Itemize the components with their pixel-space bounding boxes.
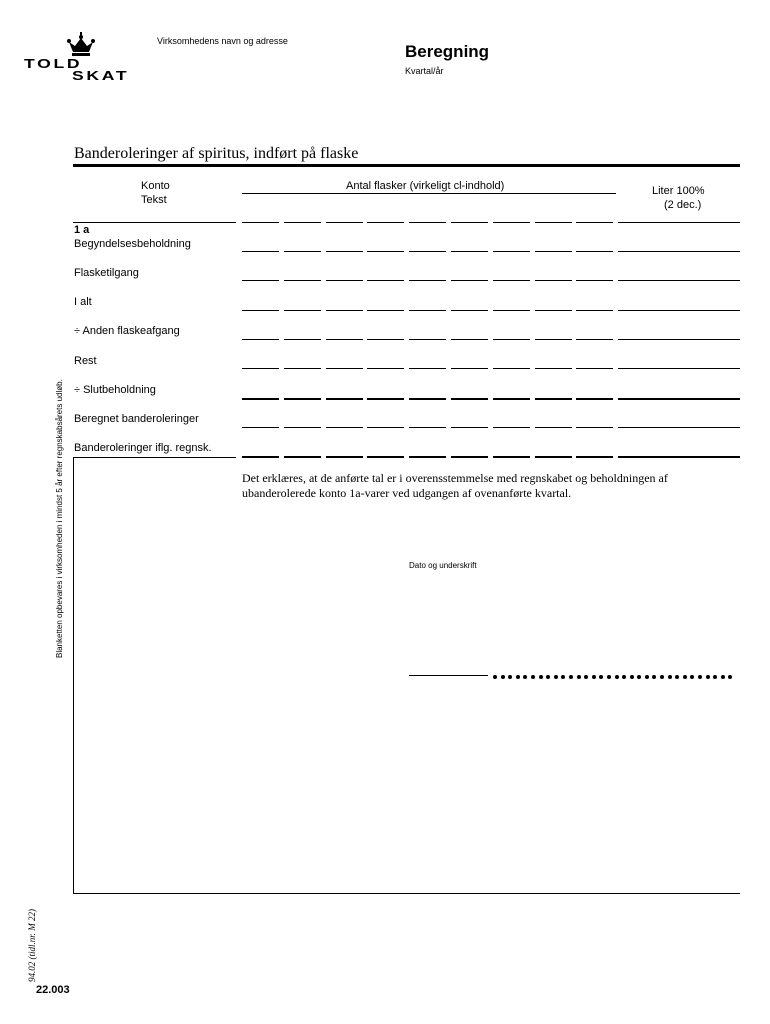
crown-icon xyxy=(66,32,96,56)
bottles-entry-line[interactable] xyxy=(326,280,363,281)
bottles-entry-line[interactable] xyxy=(451,222,488,223)
logo-word-told: TOLD xyxy=(24,56,83,71)
dot xyxy=(501,675,505,679)
bottles-entry-line[interactable] xyxy=(493,368,530,369)
dot xyxy=(539,675,543,679)
bottles-entry-line[interactable] xyxy=(242,251,279,252)
bottles-entry-line[interactable] xyxy=(535,251,572,252)
dot xyxy=(569,675,573,679)
bottles-entry-line[interactable] xyxy=(326,339,363,340)
dot xyxy=(546,675,550,679)
bottles-entry-line[interactable] xyxy=(576,251,613,252)
dot xyxy=(584,675,588,679)
toldskat-logo xyxy=(22,32,138,82)
bottles-entry-line[interactable] xyxy=(576,222,613,223)
liters-entry-line[interactable] xyxy=(618,222,740,223)
dot xyxy=(683,675,687,679)
dot xyxy=(660,675,664,679)
bottles-entry-line[interactable] xyxy=(535,368,572,369)
bottles-entry-line[interactable] xyxy=(367,456,404,458)
dot xyxy=(523,675,527,679)
bottles-entry-line[interactable] xyxy=(535,222,572,223)
dot xyxy=(516,675,520,679)
bottles-entry-line[interactable] xyxy=(326,456,363,458)
bottles-entry-line[interactable] xyxy=(409,339,446,340)
bottles-entry-line[interactable] xyxy=(535,310,572,311)
bottles-entry-line[interactable] xyxy=(451,339,488,340)
bottles-entry-line[interactable] xyxy=(367,339,404,340)
dot xyxy=(721,675,725,679)
bottles-entry-line[interactable] xyxy=(242,427,279,428)
bottles-entry-line[interactable] xyxy=(242,310,279,311)
dot xyxy=(607,675,611,679)
bottles-entry-line[interactable] xyxy=(367,310,404,311)
section-divider xyxy=(73,164,740,167)
bottles-entry-line[interactable] xyxy=(451,427,488,428)
bottles-entry-line[interactable] xyxy=(493,339,530,340)
bottles-entry-line[interactable] xyxy=(284,222,321,223)
dot xyxy=(675,675,679,679)
row-label-remainder: Rest xyxy=(74,355,97,367)
bottles-entry-line[interactable] xyxy=(409,456,446,458)
section-title: Banderoleringer af spiritus, indført på flaske xyxy=(74,145,359,162)
bottles-entry-line[interactable] xyxy=(451,368,488,369)
retention-note: Blanketten opbevares i virksomheden i mindst 5 år efter regnskabsårets udløb. xyxy=(55,379,64,658)
liters-entry-line[interactable] xyxy=(618,251,740,252)
column-header-decimals: (2 dec.) xyxy=(664,199,702,211)
bottles-entry-line[interactable] xyxy=(367,251,404,252)
bottles-entry-line[interactable] xyxy=(535,280,572,281)
dot xyxy=(592,675,596,679)
row-label-accounted-banderoles: Banderoleringer iflg. regnsk. xyxy=(74,442,212,454)
bottles-entry-line[interactable] xyxy=(576,339,613,340)
liters-entry-line[interactable] xyxy=(618,427,740,428)
bottles-entry-line[interactable] xyxy=(367,398,404,400)
bottles-entry-line[interactable] xyxy=(284,251,321,252)
bottles-entry-line[interactable] xyxy=(451,310,488,311)
form-version: 94.02 (tidl.nr. M 22) xyxy=(27,909,37,982)
bottles-entry-line[interactable] xyxy=(493,251,530,252)
column-header-account: Konto xyxy=(141,180,170,192)
account-column-bottom-rule xyxy=(73,457,236,458)
bottles-entry-line[interactable] xyxy=(367,427,404,428)
bottles-entry-line[interactable] xyxy=(409,251,446,252)
bottles-entry-line[interactable] xyxy=(326,368,363,369)
dot xyxy=(493,675,497,679)
bottles-entry-line[interactable] xyxy=(493,398,530,400)
dot xyxy=(577,675,581,679)
liters-entry-line[interactable] xyxy=(618,368,740,369)
row-label-other-outflow: ÷ Anden flaskeafgang xyxy=(74,325,180,337)
account-column-rule xyxy=(73,222,236,223)
signature-dotted-line[interactable] xyxy=(493,675,741,681)
dot xyxy=(554,675,558,679)
bottles-entry-line[interactable] xyxy=(535,398,572,400)
bottles-entry-line[interactable] xyxy=(451,456,488,458)
bottles-entry-line[interactable] xyxy=(284,339,321,340)
bottles-entry-line[interactable] xyxy=(576,310,613,311)
liters-entry-line[interactable] xyxy=(618,280,740,281)
column-header-text: Tekst xyxy=(141,194,167,206)
bottles-entry-line[interactable] xyxy=(284,398,321,400)
dot xyxy=(645,675,649,679)
bottles-entry-line[interactable] xyxy=(493,456,530,458)
dot xyxy=(652,675,656,679)
bottles-entry-line[interactable] xyxy=(576,280,613,281)
bottles-entry-line[interactable] xyxy=(367,280,404,281)
dot xyxy=(622,675,626,679)
dot xyxy=(508,675,512,679)
bottles-entry-line[interactable] xyxy=(367,368,404,369)
form-number: 22.003 xyxy=(36,984,70,996)
bottles-entry-line[interactable] xyxy=(367,222,404,223)
account-column-left-border xyxy=(73,458,74,894)
row-label-opening-balance: Begyndelsesbeholdning xyxy=(74,238,191,250)
bottles-entry-line[interactable] xyxy=(535,456,572,458)
bottles-entry-line[interactable] xyxy=(409,222,446,223)
row-label-closing-balance: ÷ Slutbeholdning xyxy=(74,384,156,396)
liters-entry-line[interactable] xyxy=(618,310,740,311)
bottles-entry-line[interactable] xyxy=(326,222,363,223)
bottles-entry-line[interactable] xyxy=(493,222,530,223)
dot xyxy=(561,675,565,679)
declaration-text: Det erklæres, at de anførte tal er i overensstemmelse med regnskabet og beholdningen af ubanderolerede konto 1a-varer ved udgangen af ovenanførte kvartal. xyxy=(242,471,668,500)
dot xyxy=(637,675,641,679)
bottles-entry-line[interactable] xyxy=(284,427,321,428)
bottles-entry-line[interactable] xyxy=(535,427,572,428)
bottles-entry-line[interactable] xyxy=(576,456,613,458)
liters-entry-line[interactable] xyxy=(618,456,740,458)
bottles-entry-line[interactable] xyxy=(535,339,572,340)
bottles-entry-line[interactable] xyxy=(493,427,530,428)
dot xyxy=(630,675,634,679)
dot xyxy=(668,675,672,679)
dot xyxy=(531,675,535,679)
bottles-entry-line[interactable] xyxy=(451,280,488,281)
bottles-entry-line[interactable] xyxy=(576,427,613,428)
row-account-code: 1 a xyxy=(74,224,90,236)
bottles-entry-line[interactable] xyxy=(242,280,279,281)
bottles-header-rule xyxy=(242,193,616,194)
row-label-total: I alt xyxy=(74,296,92,308)
period-label: Kvartal/år xyxy=(405,66,444,76)
bottles-entry-line[interactable] xyxy=(493,280,530,281)
logo-word-skat: SKAT xyxy=(72,68,130,83)
dot xyxy=(599,675,603,679)
page-title: Beregning xyxy=(405,42,490,61)
date-field-line[interactable] xyxy=(409,675,488,676)
bottles-entry-line[interactable] xyxy=(451,251,488,252)
company-name-label: Virksomhedens navn og adresse xyxy=(157,36,288,46)
bottles-entry-line[interactable] xyxy=(493,310,530,311)
bottles-entry-line[interactable] xyxy=(284,310,321,311)
column-header-liters: Liter 100% xyxy=(652,185,705,197)
bottles-entry-line[interactable] xyxy=(576,398,613,400)
bottles-entry-line[interactable] xyxy=(242,222,279,223)
bottles-entry-line[interactable] xyxy=(576,368,613,369)
liters-entry-line[interactable] xyxy=(618,398,740,400)
dot xyxy=(728,675,732,679)
bottles-entry-line[interactable] xyxy=(242,368,279,369)
bottom-divider xyxy=(73,893,740,894)
bottles-entry-line[interactable] xyxy=(242,456,279,458)
bottles-entry-line[interactable] xyxy=(451,398,488,400)
dot xyxy=(706,675,710,679)
dot xyxy=(690,675,694,679)
dot xyxy=(615,675,619,679)
bottles-entry-line[interactable] xyxy=(284,280,321,281)
bottles-entry-line[interactable] xyxy=(409,398,446,400)
bottles-entry-line[interactable] xyxy=(242,398,279,400)
dot xyxy=(713,675,717,679)
bottles-entry-line[interactable] xyxy=(409,310,446,311)
liters-entry-line[interactable] xyxy=(618,339,740,340)
bottles-entry-line[interactable] xyxy=(326,427,363,428)
bottles-entry-line[interactable] xyxy=(284,368,321,369)
row-label-bottle-intake: Flasketilgang xyxy=(74,267,139,279)
row-label-calculated-banderoles: Beregnet banderoleringer xyxy=(74,413,199,425)
column-header-bottles: Antal flasker (virkeligt cl-indhold) xyxy=(346,180,505,192)
bottles-entry-line[interactable] xyxy=(284,456,321,458)
bottles-entry-line[interactable] xyxy=(409,427,446,428)
bottles-entry-line[interactable] xyxy=(409,280,446,281)
dot xyxy=(698,675,702,679)
bottles-entry-line[interactable] xyxy=(242,339,279,340)
bottles-entry-line[interactable] xyxy=(326,251,363,252)
bottles-entry-line[interactable] xyxy=(326,398,363,400)
signature-label: Dato og underskrift xyxy=(409,561,477,570)
bottles-entry-line[interactable] xyxy=(409,368,446,369)
bottles-entry-line[interactable] xyxy=(326,310,363,311)
